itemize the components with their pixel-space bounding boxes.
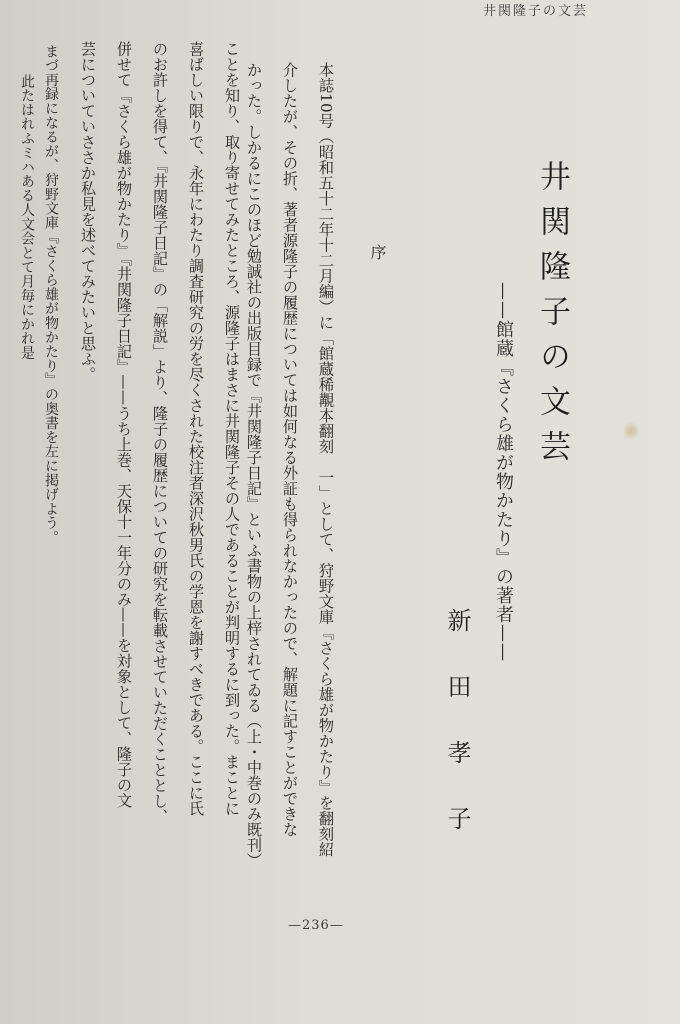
body-column: 喜ばしい限りで、永年にわたり調査研究の労を尽くされた校注者深沢秋男氏の学恩を謝すべきである。ここに氏 (187, 41, 205, 816)
body-column: 介したが、その折、著者源隆子の履歴については如何なる外証も得られなかったので、解題に記すことができな (281, 62, 299, 837)
article-subtitle: ——館蔵『さくら雄が物かたり』の著者—— (493, 282, 514, 662)
page-number: —236— (288, 918, 344, 933)
body-column: まづ再録になるが、狩野文庫『さくら雄が物かたり』の奥書を左に掲げよう。 (43, 44, 59, 545)
author-name: 新田孝子 (443, 608, 471, 872)
running-header: 井関隆子の文芸 (482, 4, 588, 19)
paper-stain (624, 420, 638, 442)
body-column: 本誌10号（昭和五十二年十二月編）に「館蔵稀覯本翻刻 一」として、狩野文庫『さくら雄が物かたり』を翻刻紹 (317, 62, 335, 857)
body-column: のお許しを得て、『井関隆子日記』の「解説」より、隆子の履歴についての研究を転載させていただくこととし、 (151, 41, 169, 824)
quoted-colophon: 此たはれふミハある人文会とて月毎にかれ是 (19, 74, 35, 360)
article-title: 井関隆子の文芸 (534, 160, 570, 475)
body-column: 芸についていささか私見を述べてみたいと思ふ。 (79, 41, 97, 382)
body-column: かった。しかるにこのほど勉誠社の出版目録で『井関隆子日記』といふ書物の上梓されてゐる（上・中巻のみ既刊） (245, 62, 263, 868)
body-column: ことを知り、取り寄せてみたところ、源隆子はまさに井関隆子その人であることが判明するに到った。まことに (223, 41, 241, 816)
body-column: 併せて『さくら雄が物かたり』『井関隆子日記』——うち上巻、天保十一年分のみ——を対象として、隆子の文 (115, 41, 133, 809)
section-heading: 序 (368, 244, 387, 260)
